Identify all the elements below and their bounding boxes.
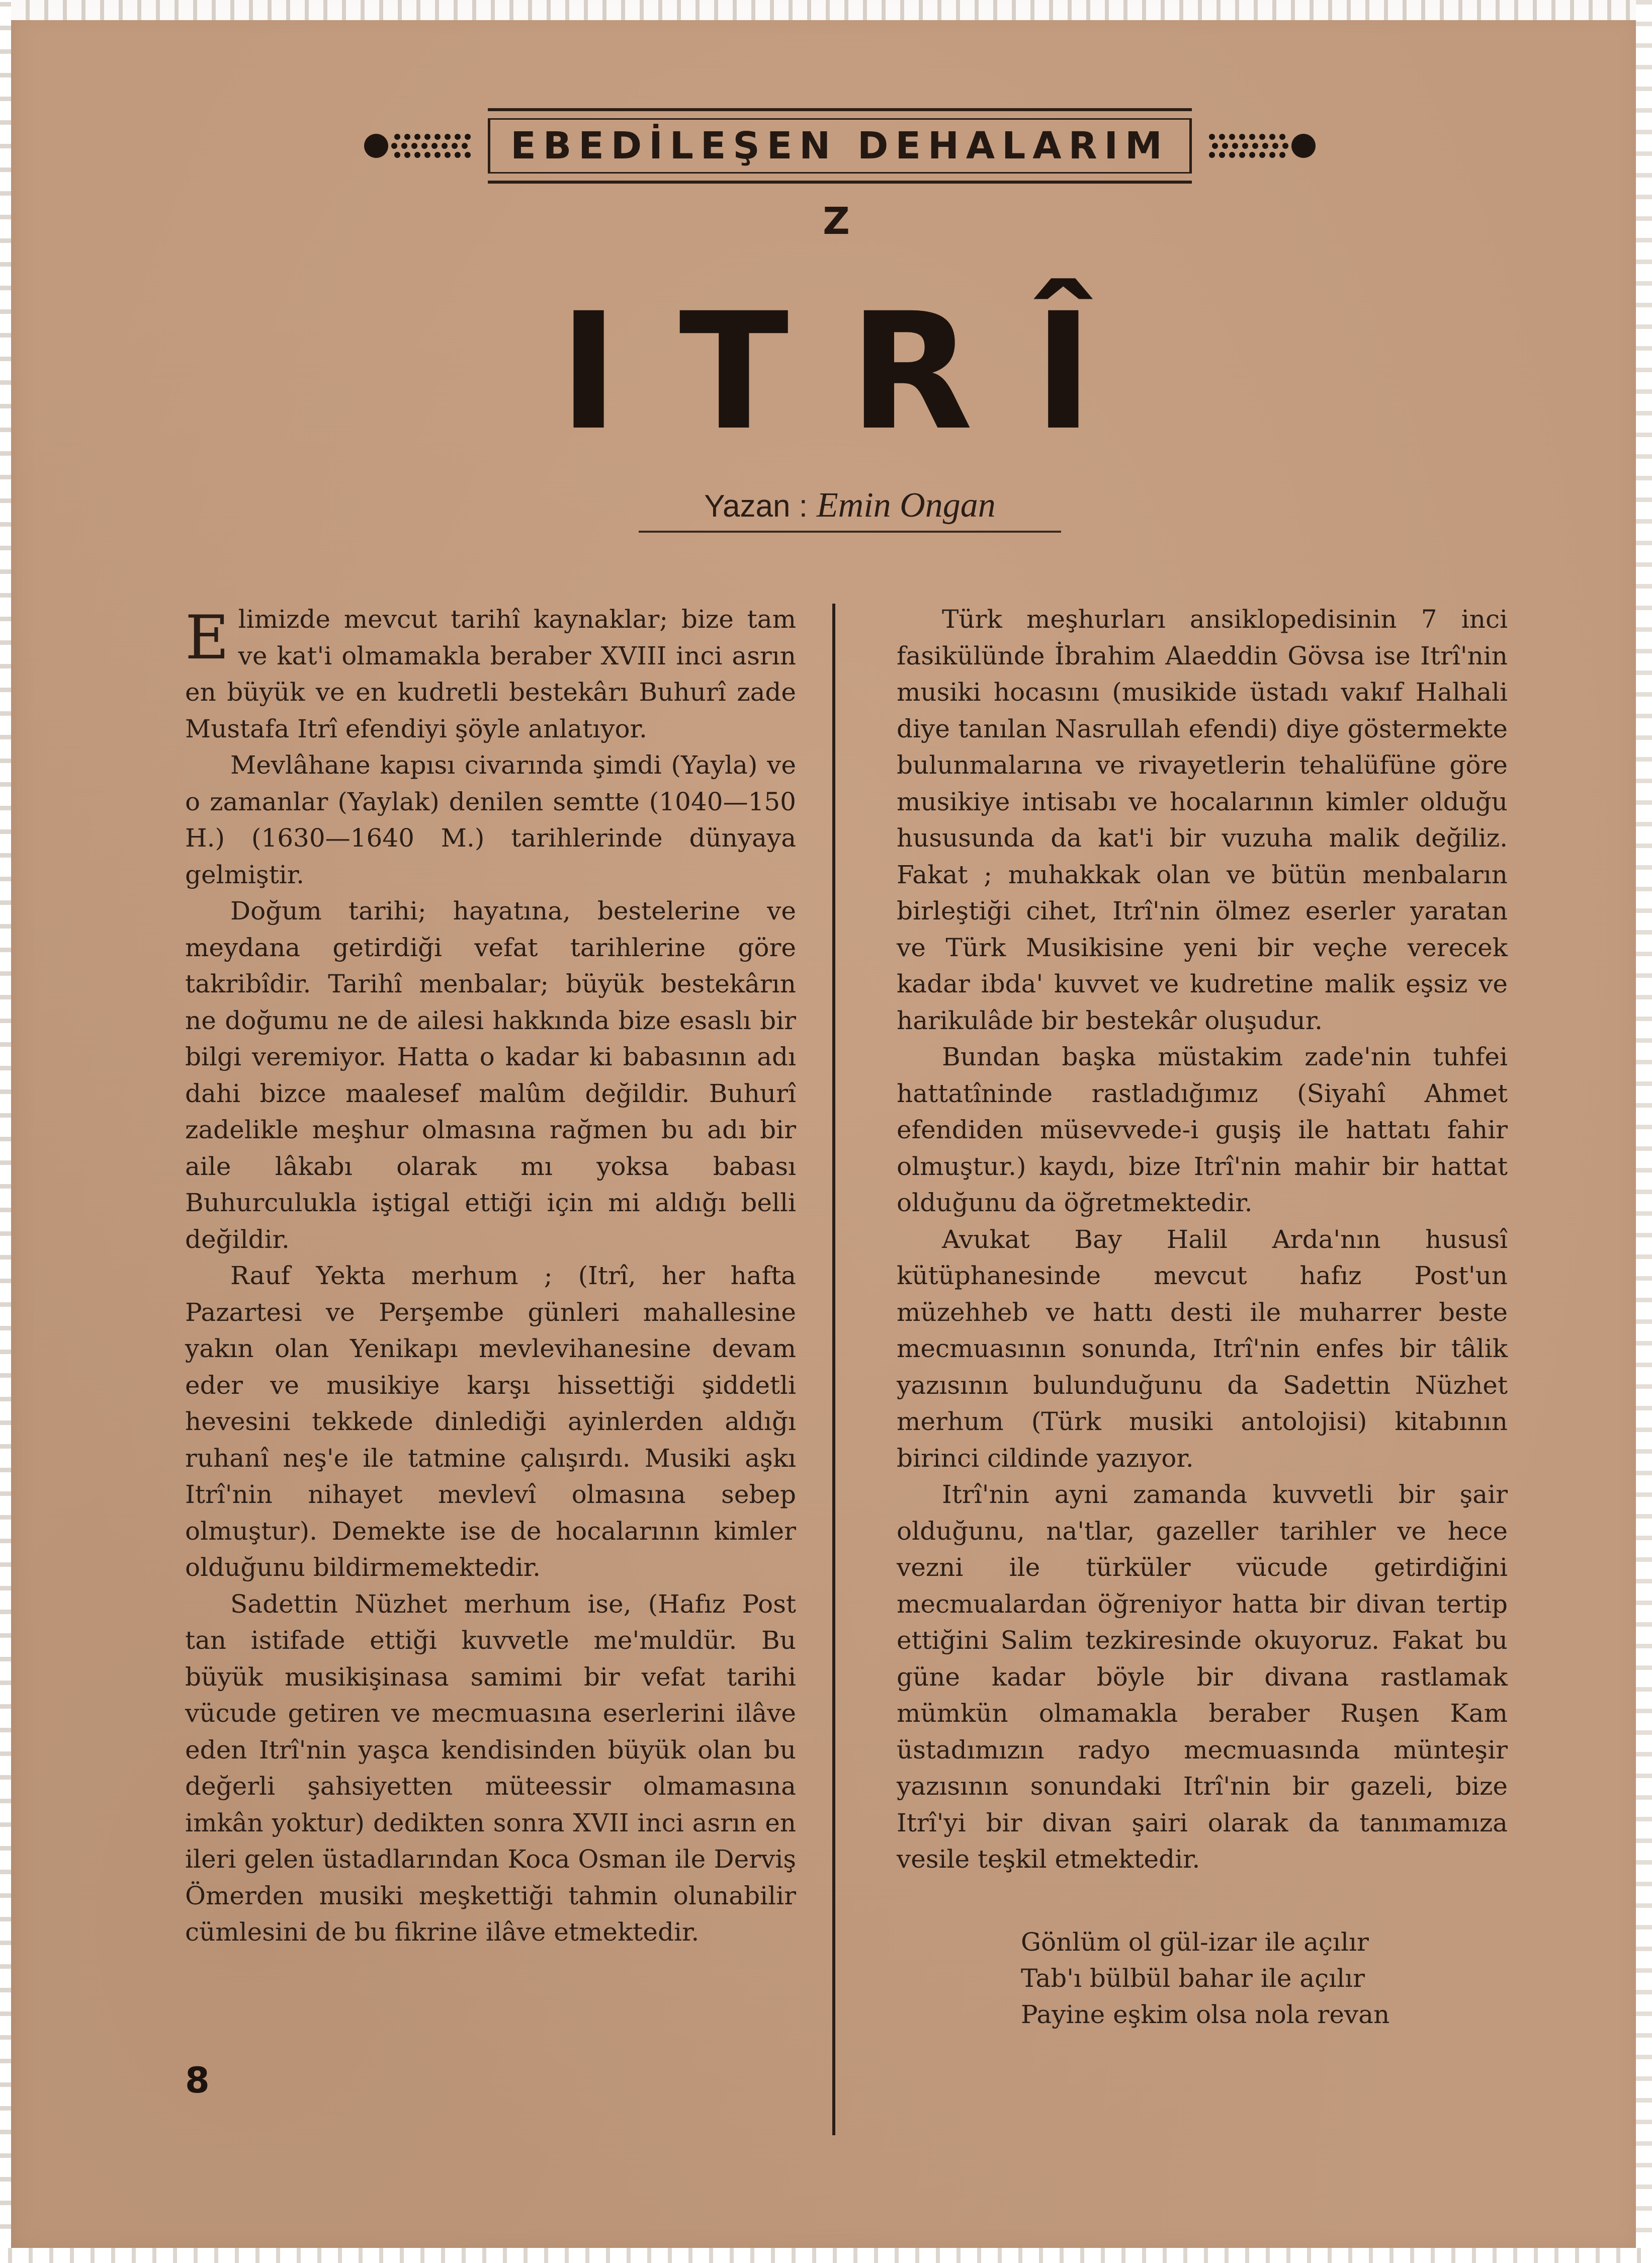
byline-label: Yazan : — [704, 489, 808, 524]
paragraph: Türk meşhurları ansiklopedisinin 7 inci fasikülünde İbrahim Alaeddin Gövsa ise Itrî'nin musiki hocasını (musikide üstadı vakıf Halhali diye tanılan Nasrullah efendi) diye göstermekte bulunmalarına ve rivayetlerin tehalüfüne göre musikiye intisabı ve hocalarının kimler olduğu hususunda da kat'i bir vuzuha malik değiliz. Fakat ; muhakkak olan ve bütün menbaların birleştiği cihet, Itrî'nin ölmez eserler yaratan ve Türk Musikisine yeni bir veçhe verecek kadar ibda' kuvvet ve kudretine malik eşsiz ve harikulâde bir bestekâr oluşudur. — [897, 605, 1508, 1035]
dotted-ornament-right-icon — [1202, 126, 1318, 166]
poem-line: Gönlüm ol gül-izar ile açılır — [1021, 1927, 1369, 1957]
dotted-ornament-left-icon — [362, 126, 478, 166]
poem-line: Tab'ı bülbül bahar ile açılır — [1021, 1964, 1365, 1993]
byline — [639, 485, 1061, 533]
paragraph: Bundan başka müstakim zade'nin tuhfei hattatîninde rastladığımız (Siyahî Ahmet efendiden müsevvede-i guşiş ile hattatı fahir olmuştur.) kaydı, bize Itrî'nin mahir bir hattat olduğunu da öğretmektedir. — [897, 1042, 1508, 1217]
series-title: EBEDİLEŞEN DEHALARIM Z — [510, 124, 1169, 243]
article-title: ITRÎ — [559, 279, 1154, 466]
paragraph: Elimizde mevcut tarihî kaynaklar; bize tam ve kat'i olmamakla beraber XVIII inci asrın en büyük ve en kudretli bestekârı Buhurî zade Mustafa Itrî efendiyi şöyle anlatıyor. — [185, 603, 796, 743]
author-name: Emin Ongan — [816, 486, 996, 525]
paragraph: Doğum tarihi; hayatına, bestelerine ve meydana getirdiği vefat tarihlerine göre takribîdir. Tarihî menbalar; büyük bestekârın ne doğumu ne de ailesi hakkında bize esaslı bir bilgi veremiyor. Hatta o kadar ki babasının adı dahi bizce maalesef malûm değildir. Buhurî zadelikle meşhur olmasına rağmen bu adı bir aile lâkabı olarak mı yoksa babası Buhurculukla iştigal ettiği için mi aldığı belli değildir. — [185, 896, 796, 1254]
paragraph: Rauf Yekta merhum ; (Itrî, her hafta Pazartesi ve Perşembe günleri mahallesine yakın olan Yenikapı mevlevihanesine devam eder ve musikiye karşı hissettiği şiddetli hevesini tekkede dinlediği ayinlerden aldığı ruhanî neş'e ile tatmine çalışırdı. Musiki aşkı Itrî'nin nihayet mevlevî olmasına sebep olmuştur). Demekte ise de hocalarının kimler olduğunu bildirmemektedir. — [185, 1261, 796, 1582]
series-banner — [362, 108, 1318, 243]
poem-line: Payine eşkim olsa nola revan — [1021, 2000, 1390, 2029]
column-divider — [832, 604, 835, 2135]
paragraph: Itrî'nin ayni zamanda kuvvetli bir şair olduğunu, na'tlar, gazeller tarihler ve hece vezni ile türküler vücude getirdiğini mecmualardan öğreniyor hatta bir divan tertip ettiğini Salim tezkiresinde okuyoruz. Fakat bu güne kadar böyle bir divana rastlamak mümkün olmamakla beraber Ruşen Kam üstadımızın radyo mecmuasında münteşir yazısının sonundaki Itrî'nin bir gazeli, bize Itrî'yi bir divan şairi olarak da tanımamıza vesile teşkil etmektedir. — [897, 1480, 1508, 1874]
poem — [1021, 1924, 1574, 2033]
left-column — [185, 601, 796, 1951]
paragraph: Mevlâhane kapısı civarında şimdi (Yayla) ve o zamanlar (Yaylak) denilen semtte (1040—150 H.) (1630—1640 M.) tarihlerinde dünyaya gelmiştir. — [185, 750, 796, 889]
page-number: 8 — [185, 2060, 210, 2101]
paragraph: Avukat Bay Halil Arda'nın hususî kütüphanesinde mevcut hafız Post'un müzehheb ve hattı desti ile muharrer beste mecmuasının sonunda, Itrî'nin enfes bir tâlik yazısının bulunduğunu da Sadettin Nüzhet merhum (Türk musiki antolojisi) kitabının birinci cildinde yazıyor. — [897, 1224, 1508, 1473]
drop-cap: E — [185, 603, 229, 673]
paragraph: Sadettin Nüzhet merhum ise, (Hafız Post tan istifade ettiği kuvvetle me'muldür. Bu büyük musikişinasa samimi bir vefat tarihi vücude getiren ve mecmuasına eserlerini ilâve eden Itrî'nin yaşca kendisinden büyük olan bu değerli şahsiyetten müteessir olmamasına imkân yoktur) dedikten sonra XVII inci asrın en ileri gelen üstadlarından Koca Osman ile Derviş Ömerden musiki meşkettiği tahmin olunabilir cümlesini de bu fikrine ilâve etmektedir. — [185, 1589, 796, 1947]
right-column — [897, 601, 1508, 1878]
torn-edge-top — [0, 0, 1652, 20]
torn-edge-bottom — [0, 2248, 1652, 2263]
